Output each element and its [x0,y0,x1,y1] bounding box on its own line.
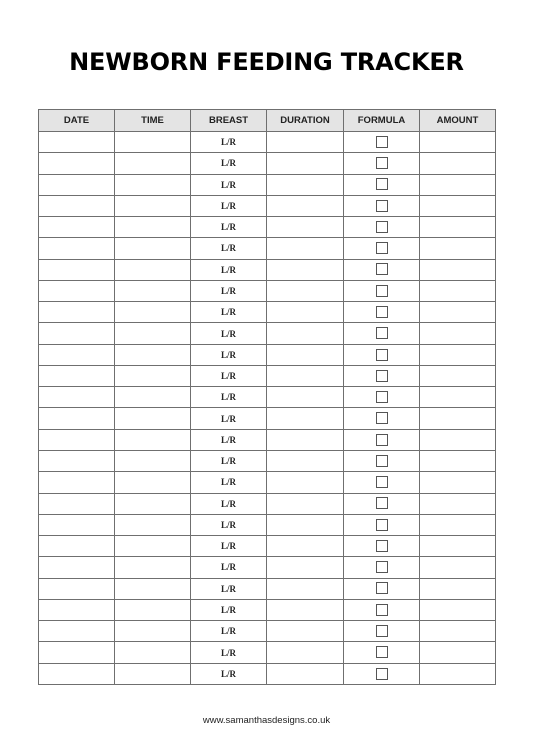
duration-cell[interactable] [267,365,344,386]
table-row [39,238,496,259]
formula-checkbox[interactable] [376,668,388,680]
date-cell[interactable] [39,578,115,599]
table-row [39,663,496,684]
duration-cell[interactable] [267,259,344,280]
header-amount: AMOUNT [420,110,496,132]
amount-cell[interactable] [420,280,496,301]
breast-cell: L/R [191,153,267,174]
amount-cell[interactable] [420,408,496,429]
table-row [39,259,496,280]
footer-website: www.samanthasdesigns.co.uk [202,715,331,726]
amount-cell[interactable] [420,365,496,386]
date-cell[interactable] [39,599,115,620]
date-cell[interactable] [39,408,115,429]
formula-checkbox[interactable] [376,646,388,658]
duration-cell[interactable] [267,387,344,408]
duration-cell[interactable] [267,238,344,259]
date-cell[interactable] [39,514,115,535]
breast-cell: L/R [191,259,267,280]
formula-checkbox[interactable] [376,582,388,594]
breast-cell: L/R [191,514,267,535]
formula-cell [344,153,420,174]
amount-cell[interactable] [420,132,496,153]
formula-checkbox[interactable] [376,285,388,297]
formula-cell [344,238,420,259]
amount-cell[interactable] [420,450,496,471]
amount-cell[interactable] [420,536,496,557]
date-cell[interactable] [39,387,115,408]
duration-cell[interactable] [267,578,344,599]
duration-cell[interactable] [267,302,344,323]
table-row [39,174,496,195]
time-cell[interactable] [115,174,191,195]
breast-cell: L/R [191,429,267,450]
time-cell[interactable] [115,259,191,280]
breast-cell: L/R [191,174,267,195]
time-cell[interactable] [115,621,191,642]
duration-cell[interactable] [267,472,344,493]
breast-cell: L/R [191,195,267,216]
formula-checkbox[interactable] [376,200,388,212]
amount-cell[interactable] [420,663,496,684]
date-cell[interactable] [39,642,115,663]
table-row [39,323,496,344]
page-title: NEWBORN FEEDING TRACKER [69,48,464,76]
formula-cell [344,578,420,599]
date-cell[interactable] [39,280,115,301]
formula-cell [344,599,420,620]
date-cell[interactable] [39,323,115,344]
table-row [39,450,496,471]
breast-cell: L/R [191,578,267,599]
duration-cell[interactable] [267,642,344,663]
duration-cell[interactable] [267,450,344,471]
formula-cell [344,663,420,684]
breast-cell: L/R [191,323,267,344]
time-cell[interactable] [115,217,191,238]
formula-checkbox[interactable] [376,263,388,275]
date-cell[interactable] [39,493,115,514]
date-cell[interactable] [39,450,115,471]
formula-checkbox[interactable] [376,391,388,403]
header-formula: FORMULA [344,110,420,132]
formula-checkbox[interactable] [376,178,388,190]
formula-cell [344,514,420,535]
breast-cell: L/R [191,344,267,365]
formula-cell [344,344,420,365]
amount-cell[interactable] [420,557,496,578]
duration-cell[interactable] [267,174,344,195]
table-row [39,557,496,578]
breast-cell: L/R [191,408,267,429]
formula-cell [344,217,420,238]
table-row [39,472,496,493]
formula-cell [344,472,420,493]
formula-cell [344,259,420,280]
formula-cell [344,621,420,642]
formula-checkbox[interactable] [376,625,388,637]
formula-checkbox[interactable] [376,306,388,318]
amount-cell[interactable] [420,195,496,216]
duration-cell[interactable] [267,536,344,557]
duration-cell[interactable] [267,323,344,344]
time-cell[interactable] [115,642,191,663]
date-cell[interactable] [39,472,115,493]
breast-cell: L/R [191,450,267,471]
date-cell[interactable] [39,365,115,386]
date-cell[interactable] [39,557,115,578]
table-row [39,429,496,450]
time-cell[interactable] [115,557,191,578]
time-cell[interactable] [115,599,191,620]
formula-checkbox[interactable] [376,540,388,552]
breast-cell: L/R [191,132,267,153]
amount-cell[interactable] [420,493,496,514]
duration-cell[interactable] [267,663,344,684]
amount-cell[interactable] [420,302,496,323]
breast-cell: L/R [191,599,267,620]
time-cell[interactable] [115,344,191,365]
table-row [39,344,496,365]
time-cell[interactable] [115,195,191,216]
amount-cell[interactable] [420,429,496,450]
amount-cell[interactable] [420,514,496,535]
date-cell[interactable] [39,217,115,238]
time-cell[interactable] [115,536,191,557]
breast-cell: L/R [191,280,267,301]
duration-cell[interactable] [267,557,344,578]
date-cell[interactable] [39,344,115,365]
amount-cell[interactable] [420,578,496,599]
table-row [39,195,496,216]
amount-cell[interactable] [420,174,496,195]
duration-cell[interactable] [267,408,344,429]
time-cell[interactable] [115,408,191,429]
amount-cell[interactable] [420,599,496,620]
breast-cell: L/R [191,387,267,408]
date-cell[interactable] [39,132,115,153]
table-row [39,302,496,323]
table-row [39,280,496,301]
formula-checkbox[interactable] [376,561,388,573]
amount-cell[interactable] [420,259,496,280]
duration-cell[interactable] [267,429,344,450]
time-cell[interactable] [115,450,191,471]
duration-cell[interactable] [267,280,344,301]
formula-checkbox[interactable] [376,455,388,467]
table-row [39,217,496,238]
time-cell[interactable] [115,578,191,599]
amount-cell[interactable] [420,323,496,344]
amount-cell[interactable] [420,238,496,259]
formula-checkbox[interactable] [376,434,388,446]
formula-cell [344,429,420,450]
breast-cell: L/R [191,365,267,386]
formula-cell [344,280,420,301]
date-cell[interactable] [39,663,115,684]
formula-checkbox[interactable] [376,157,388,169]
date-cell[interactable] [39,429,115,450]
header-date: DATE [39,110,115,132]
header-breast: BREAST [191,110,267,132]
formula-checkbox[interactable] [376,497,388,509]
date-cell[interactable] [39,621,115,642]
formula-cell [344,132,420,153]
amount-cell[interactable] [420,153,496,174]
formula-checkbox[interactable] [376,327,388,339]
formula-checkbox[interactable] [376,221,388,233]
breast-cell: L/R [191,493,267,514]
time-cell[interactable] [115,472,191,493]
formula-cell [344,408,420,429]
formula-cell [344,323,420,344]
amount-cell[interactable] [420,387,496,408]
duration-cell[interactable] [267,621,344,642]
formula-checkbox[interactable] [376,370,388,382]
time-cell[interactable] [115,365,191,386]
breast-cell: L/R [191,557,267,578]
formula-cell [344,493,420,514]
table-row [39,132,496,153]
amount-cell[interactable] [420,472,496,493]
date-cell[interactable] [39,238,115,259]
formula-cell [344,557,420,578]
breast-cell: L/R [191,238,267,259]
amount-cell[interactable] [420,621,496,642]
table-row [39,493,496,514]
table-row [39,621,496,642]
time-cell[interactable] [115,323,191,344]
formula-checkbox[interactable] [376,476,388,488]
table-row [39,365,496,386]
duration-cell[interactable] [267,132,344,153]
breast-cell: L/R [191,217,267,238]
date-cell[interactable] [39,259,115,280]
time-cell[interactable] [115,153,191,174]
formula-cell [344,450,420,471]
breast-cell: L/R [191,536,267,557]
time-cell[interactable] [115,514,191,535]
time-cell[interactable] [115,387,191,408]
time-cell[interactable] [115,429,191,450]
formula-checkbox[interactable] [376,604,388,616]
feeding-tracker-table [38,109,496,685]
header-time: TIME [115,110,191,132]
time-cell[interactable] [115,493,191,514]
formula-checkbox[interactable] [376,242,388,254]
tracker-body [39,132,496,685]
duration-cell[interactable] [267,195,344,216]
duration-cell[interactable] [267,493,344,514]
formula-cell [344,195,420,216]
breast-cell: L/R [191,302,267,323]
duration-cell[interactable] [267,344,344,365]
date-cell[interactable] [39,195,115,216]
breast-cell: L/R [191,472,267,493]
breast-cell: L/R [191,663,267,684]
table-row [39,514,496,535]
table-row [39,536,496,557]
duration-cell[interactable] [267,217,344,238]
formula-cell [344,536,420,557]
table-row [39,642,496,663]
amount-cell[interactable] [420,217,496,238]
header-duration: DURATION [267,110,344,132]
table-row [39,408,496,429]
breast-cell: L/R [191,621,267,642]
table-row [39,578,496,599]
amount-cell[interactable] [420,642,496,663]
formula-checkbox[interactable] [376,519,388,531]
duration-cell[interactable] [267,514,344,535]
date-cell[interactable] [39,302,115,323]
time-cell[interactable] [115,663,191,684]
formula-cell [344,174,420,195]
time-cell[interactable] [115,280,191,301]
duration-cell[interactable] [267,599,344,620]
table-row [39,153,496,174]
breast-cell: L/R [191,642,267,663]
formula-cell [344,365,420,386]
table-row [39,599,496,620]
header-row [39,110,496,132]
formula-checkbox[interactable] [376,349,388,361]
time-cell[interactable] [115,132,191,153]
date-cell[interactable] [39,153,115,174]
time-cell[interactable] [115,302,191,323]
time-cell[interactable] [115,238,191,259]
date-cell[interactable] [39,174,115,195]
amount-cell[interactable] [420,344,496,365]
formula-cell [344,302,420,323]
formula-checkbox[interactable] [376,136,388,148]
formula-cell [344,387,420,408]
formula-checkbox[interactable] [376,412,388,424]
date-cell[interactable] [39,536,115,557]
table-row [39,387,496,408]
formula-cell [344,642,420,663]
duration-cell[interactable] [267,153,344,174]
